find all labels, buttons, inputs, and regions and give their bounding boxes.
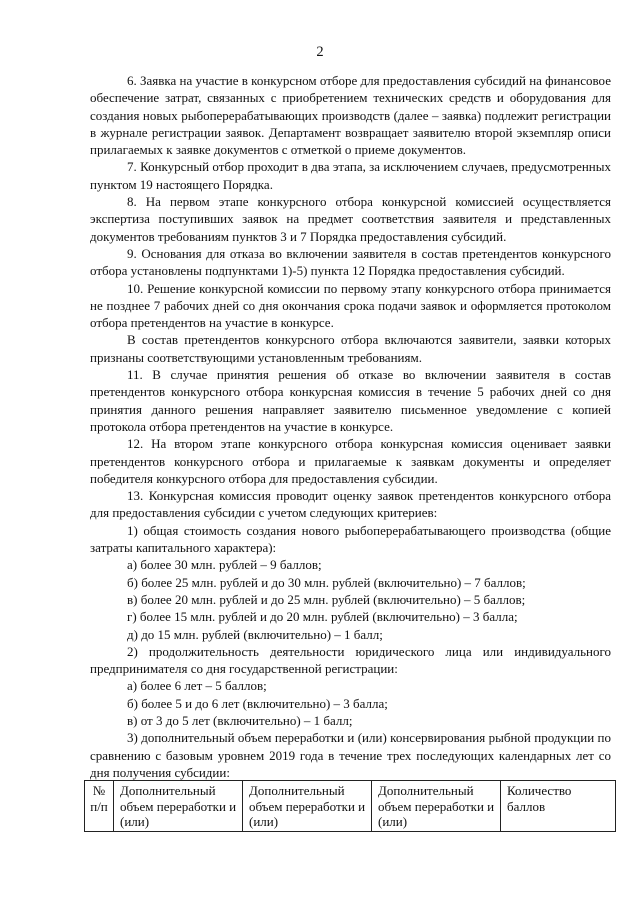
paragraph-13: 13. Конкурсная комиссия проводит оценку заявок претендентов конкурсного отбора для предоставления субсидии с учетом следующих критериев: — [90, 488, 611, 521]
paragraph-12: 12. На втором этапе конкурсного отбора конкурсная комиссия оценивает заявки претендентов конкурсного отбора и прилагаемые к заявкам документы и определяет победителя конкурсного отбора для предоставления субсидии. — [90, 436, 611, 486]
paragraph-10-cont: В состав претендентов конкурсного отбора включаются заявители, заявки которых признаны соответствующими установленным требованиям. — [90, 332, 611, 365]
criterion-2a: а) более 6 лет – 5 баллов; — [127, 678, 267, 694]
criterion-3: 3) дополнительный объем переработки и (или) консервирования рыбной продукции по сравнению с базовым уровнем 2019 года в течение трех последующих календарных лет со дня получения субсидии: — [90, 730, 611, 780]
page-number: 2 — [316, 44, 324, 60]
criterion-1: 1) общая стоимость создания нового рыбоперерабатывающего производства (общие затраты капитального характера): — [90, 522, 611, 556]
criterion-1b: б) более 25 млн. рублей и до 30 млн. рублей (включительно) – 7 баллов; — [127, 574, 526, 590]
criterion-2b: б) более 5 и до 6 лет (включительно) – 3 балла; — [127, 695, 388, 711]
table-header-row — [85, 781, 616, 832]
paragraph-9: 9. Основания для отказа во включении заявителя в состав претендентов конкурсного отбора установлены подпунктами 1)-5) пункта 12 Порядка предоставления субсидий. — [90, 245, 611, 279]
paragraph-8: 8. На первом этапе конкурсного отбора конкурсной комиссией осуществляется экспертиза поступивших заявок на предмет соответствия заявителя и представленных документов требованиям пунктов 3 и 7 Порядка предоставления субсидий. — [90, 194, 611, 244]
document-body — [90, 72, 611, 781]
criterion-1e: д) до 15 млн. рублей (включительно) – 1 балл; — [127, 626, 383, 642]
paragraph-7: 7. Конкурсный отбор проходит в два этапа, за исключением случаев, предусмотренных пунктом 19 настоящего Порядка. — [90, 159, 611, 192]
paragraph-6: 6. Заявка на участие в конкурсном отборе для предоставления субсидий на финансовое обеспечение затрат, связанных с приобретением технических средств и оборудования для создания новых рыбоперерабатывающих производств (далее – заявка) подлежит регистрации в журнале регистрации заявок. Департамент возвращает заявителю второй экземпляр описи прилагаемых к заявке документов с отметкой о приеме документов. — [90, 73, 611, 158]
paragraph-10: 10. Решение конкурсной комиссии по первому этапу конкурсного отбора принимается не позднее 7 рабочих дней со дня окончания срока подачи заявок и оформляется протоколом отбора претендентов на участие в конкурсе. — [90, 280, 611, 331]
table-header-number: № п/п — [85, 781, 114, 832]
table-header-volume-3: Дополнительный объем переработки и (или) — [372, 781, 501, 832]
criterion-1a: а) более 30 млн. рублей – 9 баллов; — [127, 557, 322, 573]
criterion-1c: в) более 20 млн. рублей и до 25 млн. рублей (включительно) – 5 баллов; — [127, 591, 526, 607]
criterion-2: 2) продолжительность деятельности юридического лица или индивидуального предпринимателя со дня государственной регистрации: — [90, 643, 611, 677]
table-header-points: Количество баллов — [501, 781, 616, 832]
paragraph-11: 11. В случае принятия решения об отказе во включении заявителя в состав претендентов конкурсного отбора конкурсная комиссия в течение 5 рабочих дней со дня принятия данного решения направляет заявителю письменное уведомление с копией протокола отбора претендентов на участие в конкурсе. — [90, 367, 611, 434]
criterion-1d: г) более 15 млн. рублей и до 20 млн. рублей (включительно) – 3 балла; — [127, 609, 518, 625]
criterion-2c: в) от 3 до 5 лет (включительно) – 1 балл; — [127, 712, 353, 728]
table-header-volume-2: Дополнительный объем переработки и (или) — [243, 781, 372, 832]
table-header-volume-1: Дополнительный объем переработки и (или) — [114, 781, 243, 832]
criteria-table — [84, 780, 616, 832]
